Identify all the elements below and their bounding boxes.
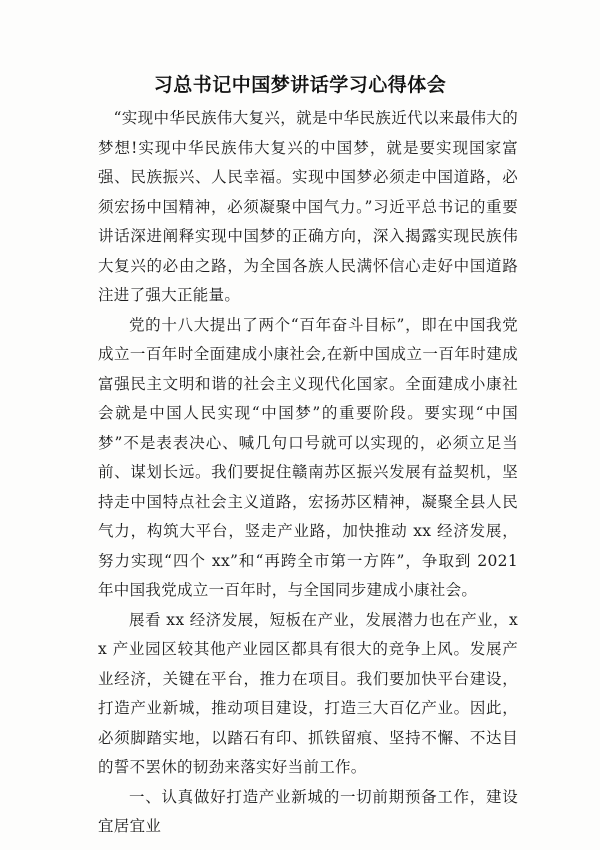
paragraph-4: 一、认真做好打造产业新城的一切前期预备工作，建设宜居宜业: [98, 787, 518, 835]
paragraph-2: 党的十八大提出了两个“百年奋斗目标”，即在中国我党成立一百年时全面建成小康社会,在新中国成立一百年时建成富强民主文明和谐的社会主义现代化国家。全面建成小康社会就是中国人民实现“中国梦”的重要阶段。要实现“中国梦”不是表表决心、喊几句口号就可以实现的，必须立足当前、谋划长远。我们要捉住赣南苏区振兴发展有益契机，坚持走中国特点社会主义道路，宏扬苏区精神，凝聚全县人民气力，构筑大平台，竖走产业路，加快推动 xx 经济发展，努力实现“四个 xx”和“再跨全市第一方阵”，争取到 2021 年中国我党成立一百年时，与全国同步建成小康社会。: [98, 315, 518, 599]
document-title: 习总书记中国梦讲话学习心得体会: [153, 74, 447, 96]
document-body: [98, 104, 518, 842]
paragraph-1: “实现中华民族伟大复兴，就是中华民族近代以来最伟大的梦想!实现中华民族伟大复兴的中国梦，就是要实现国家富强、民族振兴、人民幸福。实现中国梦必须走中国道路，必须宏扬中国精神，必须凝聚中国气力。”习近平总书记的重要讲话深进阐释实现中国梦的正确方向，深入揭露实现民族伟大复兴的必由之路，为全国各族人民满怀信心走好中国道路注进了强大正能量。: [98, 109, 518, 304]
paragraph-3: 展看 xx 经济发展，短板在产业，发展潜力也在产业，xx 产业园区较其他产业园区都具有很大的竞争上风。发展产业经济，关键在平台，推力在项目。我们要加快平台建设，打造产业新城，推动项目建设，打造三大百亿产业。因此，必须脚踏实地，以踏石有印、抓铁留痕、坚持不懈、不达目的誓不罢休的韧劲来落实好当前工作。: [98, 610, 518, 776]
